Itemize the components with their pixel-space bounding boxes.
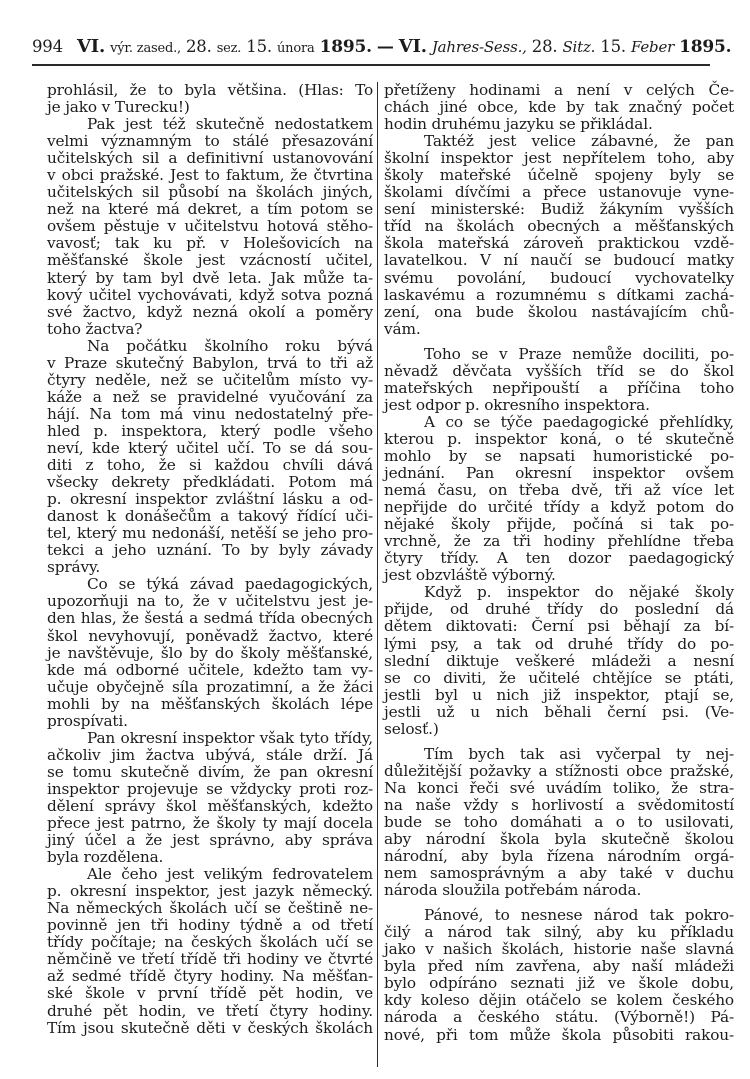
- text-line: ovšem pěstuje v učitelstvu hotová stěho-: [47, 217, 373, 236]
- text-line: národa a českého státu. (Výborně!) Pá-: [384, 1008, 734, 1027]
- text-line: Na německých školách učí se češtině ne-: [47, 899, 373, 918]
- text-line: na naše vždy s horlivostí a svědomitostí: [384, 795, 734, 814]
- text-line: škol nevyhovují, poněvadž žactvo, které: [47, 626, 373, 645]
- text-line: hodin druhému jazyku se přikládal.: [384, 115, 653, 134]
- text-line: učitelských sil a definitivní ustanovování: [47, 149, 373, 168]
- text-line: neví, kde který učitel učí. To se dá sou-: [47, 438, 373, 457]
- text-line: mohli by na měšťanských školách lépe: [47, 694, 373, 713]
- text-line: mohlo by se napsati humoristické po-: [384, 446, 734, 465]
- text-line: učuje obyčejně síla prozatimní, a že žáci: [47, 677, 373, 696]
- text-line: přetíženy hodinami a není v celých Če-: [384, 81, 734, 99]
- text-line: než na které má dekret, a tím potom se: [47, 200, 373, 219]
- page-number: 994: [32, 37, 63, 56]
- text-line: Pánové, to nesnese národ tak pokro-: [424, 906, 734, 925]
- text-line: až sedmé třídě čtyry hodiny. Na měšťan-: [47, 967, 373, 986]
- text-line: Pak jest též skutečně nedostatkem: [87, 115, 373, 134]
- text-line: byla před ním zavřena, aby naší mládeži: [384, 957, 734, 976]
- text-line: káže a než se pravidelné vyučování za: [47, 387, 373, 406]
- text-line: chách jiné obce, kde by tak značný počet: [384, 98, 734, 117]
- text-line: národní, aby byla řízena národním orgá-: [384, 847, 734, 866]
- text-line: němčině ve třetí třídě tři hodiny ve čtvrté: [47, 950, 373, 969]
- text-line: selosť.): [384, 719, 439, 738]
- text-line: přijde, od druhé třídy do poslední dá: [384, 600, 734, 619]
- text-line: Toho se v Praze nemůže dociliti, po-: [424, 344, 734, 363]
- text-line: inspektor projevuje se vždycky proti roz-: [47, 779, 373, 798]
- text-line: kde má odborné učitele, kdežto tam vy-: [47, 660, 373, 679]
- text-line: jednání. Pan okresní inspektor ovšem: [384, 464, 734, 483]
- left-column: [47, 82, 373, 1037]
- text-line: jest odpor p. okresního inspektora.: [384, 395, 650, 414]
- text-line: Na konci řeči své uvádím toliko, že stra-: [384, 778, 734, 797]
- text-line: škola mateřská zároveň praktickou vzdě-: [384, 234, 734, 253]
- text-line: upozorňuji na to, že v učitelstvu jest je-: [47, 592, 373, 611]
- text-line: Pan okresní inspektor však tyto třídy,: [87, 728, 373, 747]
- text-line: ačkoliv jim žactva ubývá, stále drží. Já: [47, 745, 373, 764]
- text-line: den hlas, že šestá a sedmá třída obecných: [47, 609, 373, 628]
- header-separator: —: [376, 37, 394, 57]
- text-line: měšťanské škole jest vzácností učitel,: [47, 251, 373, 270]
- text-line: vám.: [384, 319, 421, 338]
- text-line: v Praze skutečný Babylon, trvá to tři až: [47, 353, 373, 372]
- text-line: mateřských nepřipouští a příčina toho: [384, 378, 734, 397]
- text-line: jiný účel a že jest správno, aby správa: [47, 831, 373, 850]
- text-line: hájí. Na tom má vinu nedostatelný pře-: [47, 404, 373, 423]
- header-cz-month: února: [276, 41, 315, 56]
- text-line: slední diktuje veškeré mládeži a nesní: [384, 651, 734, 670]
- text-line: kterou p. inspektor koná, o té skutečně: [384, 429, 734, 448]
- text-line: je jako v Turecku!): [47, 98, 190, 117]
- header-de-session-roman: VI.: [398, 36, 427, 57]
- text-line: kdy koleso dějin otáčelo se kolem českého: [384, 991, 734, 1010]
- text-line: je navštěvuje, šlo by do školy měšťanské,: [47, 643, 373, 662]
- text-line: zení, ona bude školou nastávajícím chů-: [384, 302, 734, 321]
- header-cz-day: 15.: [246, 37, 272, 56]
- header-de-session-label: Jahres-Sess.,: [431, 38, 527, 56]
- text-line: čilý a národ tak silný, aby ku příkladu: [384, 923, 734, 942]
- running-header: [32, 36, 732, 60]
- text-line: lavatelkou. V ní naučí se budoucí matky: [384, 251, 734, 270]
- text-line: byla rozdělena.: [47, 848, 164, 867]
- header-de-sitting-label: Sitz.: [562, 38, 596, 56]
- text-line: kový učitel vychovávati, když sotva pozná: [47, 285, 373, 304]
- text-line: Ale čeho jest velikým fedrovatelem: [87, 865, 373, 884]
- header-de-sitting: 28.: [531, 37, 558, 56]
- text-line: povinně jen tři hodiny týdně a od třetí: [47, 916, 373, 935]
- text-line: nemá času, on třeba dvě, tři až více let: [384, 481, 734, 500]
- header-rule: [32, 64, 710, 66]
- text-line: tekci a jeho uznání. To by byly závady: [47, 541, 373, 560]
- text-line: školy mateřské účelně spojeny byly se: [384, 166, 734, 185]
- header-de-year: 1895.: [679, 37, 732, 57]
- text-line: čtyry třídy. A ten dozor paedagogický: [384, 549, 734, 568]
- text-line: lými psy, a tak od druhé třídy do po-: [384, 634, 734, 653]
- text-line: nové, při tom může škola působiti rakou-: [384, 1025, 734, 1044]
- text-line: Co se týká závad paedagogických,: [87, 575, 373, 594]
- text-line: tel, který mu nedonáší, netěší se jeho pro-: [47, 524, 373, 543]
- text-line: jestli byl u nich již inspektor, ptají se,: [384, 685, 734, 704]
- text-line: své žactvo, když nezná okolí a poměry: [47, 302, 373, 321]
- text-line: toho žactva?: [47, 319, 143, 338]
- text-line: národa sloužila potřebám národa.: [384, 881, 642, 900]
- text-line: se tomu skutečně divím, že pan okresní: [47, 762, 373, 781]
- header-cz-session-roman: VI.: [76, 36, 106, 57]
- text-line: správy.: [47, 558, 101, 577]
- header-cz-session-label: výr. zased.,: [110, 41, 181, 56]
- text-line: diti z toho, že si každou chvíli dává: [47, 456, 373, 475]
- text-line: velmi významným to stálé přesazování: [47, 132, 373, 151]
- text-line: v obci pražské. Jest to faktum, že čtvrtina: [47, 166, 373, 185]
- text-line: svému povolání, budoucí vychovatelky: [384, 268, 734, 287]
- text-line: dělení správy škol měšťanských, kdežto: [47, 796, 373, 815]
- header-de-month: Feber: [630, 38, 675, 56]
- text-line: tříd na školách obecných a měšťanských: [384, 217, 734, 236]
- text-line: se co diviti, že učitelé chtějíce se ptáti,: [384, 668, 734, 687]
- text-line: jako v našich školách, historie naše slavná: [384, 940, 734, 959]
- text-line: ské škole v první třídě pět hodin, ve: [47, 984, 373, 1003]
- text-line: školami dívčími a přece ustanovuje vyne-: [384, 183, 734, 202]
- text-line: třídy počítaje; na českých školách učí se: [47, 933, 373, 952]
- header-de-day: 15.: [600, 37, 626, 56]
- text-line: bude se toho domáhati a o to usilovati,: [384, 812, 734, 831]
- text-line: Tím jsou skutečně děti v českých školách: [47, 1018, 373, 1037]
- text-line: nem samosprávným a aby také v duchu: [384, 864, 734, 883]
- text-line: Když p. inspektor do nějaké školy: [424, 583, 734, 602]
- header-cz-sitting: 28.: [186, 37, 212, 56]
- text-line: A co se týče paedagogické přehlídky,: [424, 412, 734, 431]
- text-line: p. okresní inspektor zvláštní lásku a od-: [47, 490, 373, 509]
- text-line: čtyry neděle, než se učitelům místo vy-: [47, 370, 373, 389]
- text-line: školní inspektor jest nepřítelem toho, aby: [384, 149, 734, 168]
- text-line: hled p. inspektora, který podle všeho: [47, 421, 373, 440]
- text-line: přece jest patrno, že školy ty mají docela: [47, 814, 373, 833]
- text-line: nějaké školy přijde, počíná si tak po-: [384, 515, 734, 534]
- text-line: p. okresní inspektor, jest jazyk německý.: [47, 882, 373, 901]
- header-cz-year: 1895.: [319, 37, 372, 57]
- text-line: Tím bych tak asi vyčerpal ty nej-: [424, 744, 734, 763]
- text-line: bylo odpíráno seznati již ve škole dobu,: [384, 974, 734, 993]
- text-line: aby národní škola byla skutečně školou: [384, 830, 734, 849]
- text-line: jestli už u nich běhali černí psi. (Ve-: [384, 702, 734, 721]
- text-line: učitelských sil působí na školách jiných,: [47, 183, 373, 202]
- text-line: prohlásil, že to byla většina. (Hlas: To: [47, 81, 373, 99]
- text-line: nepřijde do určité třídy a když potom do: [384, 498, 734, 517]
- text-line: prospívati.: [47, 711, 128, 730]
- text-line: všecky dekrety předkládati. Potom má: [47, 473, 373, 492]
- text-line: laskavému a rozumnému s dítkami zachá-: [384, 285, 734, 304]
- text-line: dětem diktovati: Černí psi běhají za bí-: [384, 617, 734, 636]
- text-line: Taktéž jest velice zábavné, že pan: [424, 132, 734, 151]
- text-line: vrchně, že za tři hodiny přehlídne třeba: [384, 532, 734, 551]
- text-line: něvadž děvčata vyšších tříd se do škol: [384, 361, 734, 380]
- header-cz-sitting-label: sez.: [216, 41, 242, 56]
- text-line: který by tam byl dvě leta. Jak může ta-: [47, 268, 373, 287]
- text-line: danost k donášečům a takový řídící uči-: [47, 507, 373, 526]
- text-line: jest obzvláště výborný.: [384, 566, 556, 585]
- text-line: vavosť; tak ku př. v Holešovicích na: [47, 234, 373, 253]
- right-column: [384, 82, 734, 1044]
- column-divider: [377, 82, 378, 1067]
- text-line: důležitější požavky a stížnosti obce pražské,: [384, 761, 734, 780]
- text-line: sení ministerské: Budiž žákyním vyšších: [384, 200, 734, 219]
- text-line: druhé pět hodin, ve třetí čtyry hodiny.: [47, 1001, 373, 1020]
- text-line: Na počátku školního roku bývá: [87, 336, 373, 355]
